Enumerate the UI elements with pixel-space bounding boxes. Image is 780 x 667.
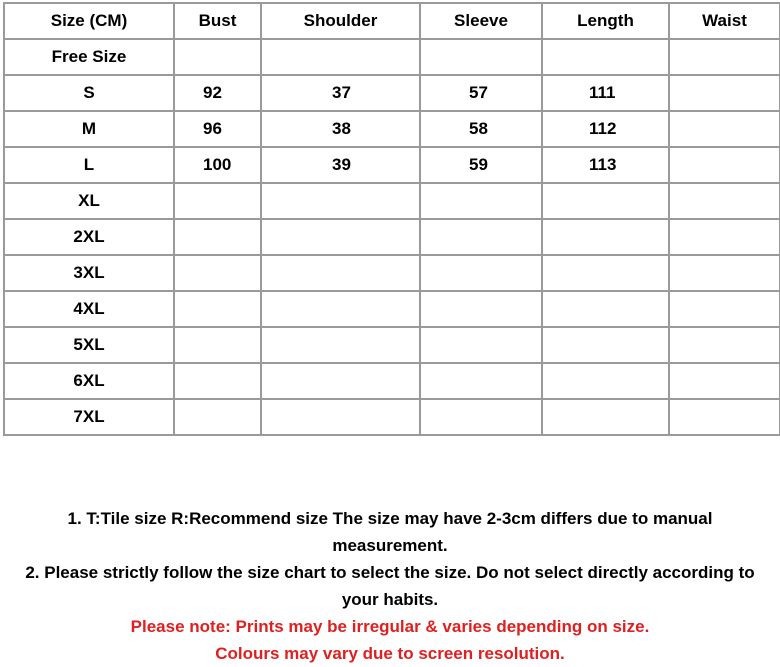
header-bust: Bust bbox=[174, 3, 261, 39]
waist-cell bbox=[669, 111, 780, 147]
size-label-cell: M bbox=[4, 111, 174, 147]
size-label-cell: 7XL bbox=[4, 399, 174, 435]
length-cell bbox=[542, 399, 669, 435]
sleeve-cell bbox=[420, 219, 542, 255]
header-size: Size (CM) bbox=[4, 3, 174, 39]
length-cell bbox=[542, 183, 669, 219]
bust-cell bbox=[174, 327, 261, 363]
size-chart-table bbox=[3, 2, 780, 436]
bust-cell bbox=[174, 363, 261, 399]
table-row bbox=[4, 39, 780, 75]
waist-cell bbox=[669, 75, 780, 111]
warning-colours: Colours may vary due to screen resolution. bbox=[215, 644, 565, 663]
table-row bbox=[4, 147, 780, 183]
bust-cell bbox=[174, 39, 261, 75]
sleeve-cell: 59 bbox=[420, 147, 542, 183]
table-row bbox=[4, 399, 780, 435]
bust-cell: 96 bbox=[174, 111, 261, 147]
sleeve-cell bbox=[420, 183, 542, 219]
size-label-cell: 4XL bbox=[4, 291, 174, 327]
bust-cell bbox=[174, 399, 261, 435]
bust-cell: 100 bbox=[174, 147, 261, 183]
bust-cell bbox=[174, 291, 261, 327]
table-row bbox=[4, 219, 780, 255]
length-cell bbox=[542, 255, 669, 291]
size-label-cell: L bbox=[4, 147, 174, 183]
table-row bbox=[4, 291, 780, 327]
size-label-cell: 2XL bbox=[4, 219, 174, 255]
waist-cell bbox=[669, 327, 780, 363]
size-label-cell: 3XL bbox=[4, 255, 174, 291]
size-notes bbox=[0, 505, 780, 667]
header-shoulder: Shoulder bbox=[261, 3, 420, 39]
length-cell bbox=[542, 327, 669, 363]
sleeve-cell bbox=[420, 255, 542, 291]
table-row bbox=[4, 327, 780, 363]
shoulder-cell bbox=[261, 255, 420, 291]
table-row bbox=[4, 111, 780, 147]
table-row bbox=[4, 363, 780, 399]
length-cell bbox=[542, 291, 669, 327]
shoulder-cell: 37 bbox=[261, 75, 420, 111]
waist-cell bbox=[669, 39, 780, 75]
length-cell bbox=[542, 363, 669, 399]
shoulder-cell bbox=[261, 327, 420, 363]
table-header-row bbox=[4, 3, 780, 39]
shoulder-cell bbox=[261, 399, 420, 435]
length-cell bbox=[542, 39, 669, 75]
waist-cell bbox=[669, 147, 780, 183]
table-row bbox=[4, 75, 780, 111]
warning-prints: Please note: Prints may be irregular & varies depending on size. bbox=[130, 617, 650, 636]
sleeve-cell bbox=[420, 291, 542, 327]
length-cell: 113 bbox=[542, 147, 669, 183]
note-size-chart: 2. Please strictly follow the size chart to select the size. Do not select directly according to your habits. bbox=[25, 563, 755, 609]
shoulder-cell: 39 bbox=[261, 147, 420, 183]
bust-cell bbox=[174, 219, 261, 255]
sleeve-cell bbox=[420, 39, 542, 75]
length-cell: 111 bbox=[542, 75, 669, 111]
shoulder-cell bbox=[261, 39, 420, 75]
waist-cell bbox=[669, 399, 780, 435]
header-sleeve: Sleeve bbox=[420, 3, 542, 39]
length-cell: 112 bbox=[542, 111, 669, 147]
size-label-cell: 6XL bbox=[4, 363, 174, 399]
size-label-cell: S bbox=[4, 75, 174, 111]
sleeve-cell bbox=[420, 363, 542, 399]
sleeve-cell: 58 bbox=[420, 111, 542, 147]
waist-cell bbox=[669, 255, 780, 291]
shoulder-cell: 38 bbox=[261, 111, 420, 147]
header-waist: Waist bbox=[669, 3, 780, 39]
sleeve-cell bbox=[420, 399, 542, 435]
table-row bbox=[4, 183, 780, 219]
bust-cell bbox=[174, 255, 261, 291]
shoulder-cell bbox=[261, 363, 420, 399]
size-label-cell: XL bbox=[4, 183, 174, 219]
bust-cell: 92 bbox=[174, 75, 261, 111]
table-row bbox=[4, 255, 780, 291]
shoulder-cell bbox=[261, 291, 420, 327]
note-measurement: 1. T:Tile size R:Recommend size The size may have 2-3cm differs due to manual measurement. bbox=[67, 509, 713, 555]
bust-cell bbox=[174, 183, 261, 219]
size-label-cell: 5XL bbox=[4, 327, 174, 363]
waist-cell bbox=[669, 363, 780, 399]
shoulder-cell bbox=[261, 183, 420, 219]
sleeve-cell bbox=[420, 327, 542, 363]
shoulder-cell bbox=[261, 219, 420, 255]
header-length: Length bbox=[542, 3, 669, 39]
length-cell bbox=[542, 219, 669, 255]
size-label-cell: Free Size bbox=[4, 39, 174, 75]
waist-cell bbox=[669, 219, 780, 255]
waist-cell bbox=[669, 291, 780, 327]
sleeve-cell: 57 bbox=[420, 75, 542, 111]
waist-cell bbox=[669, 183, 780, 219]
